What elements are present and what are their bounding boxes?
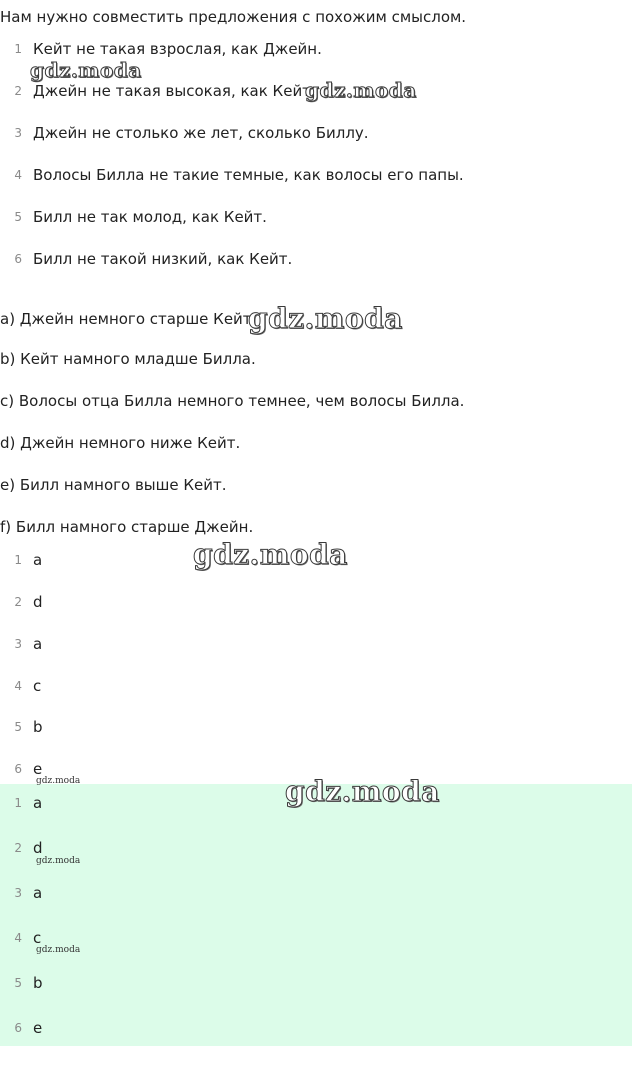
item-number: 1: [14, 42, 22, 56]
option-a: a) Джейн немного старше Кейт.: [0, 310, 257, 328]
list-item: [0, 792, 42, 814]
item-text: Билл не такой низкий, как Кейт.: [33, 250, 293, 268]
item-text: a: [33, 884, 43, 902]
item-number: 6: [14, 1021, 22, 1035]
watermark-small: gdz.moda: [36, 776, 81, 786]
item-text: d: [33, 839, 43, 857]
item-text: b: [33, 718, 43, 736]
item-number: 2: [14, 595, 22, 609]
answer-highlight-box: [0, 784, 632, 1046]
list-item: [0, 716, 43, 738]
item-text: c: [33, 929, 42, 947]
item-text: c: [33, 677, 42, 695]
item-number: 3: [14, 126, 22, 140]
item-number: 1: [14, 553, 22, 567]
list-item: [0, 882, 42, 904]
item-text: a: [33, 551, 43, 569]
item-number: 5: [14, 976, 22, 990]
watermark-logo: gdz.moda: [248, 302, 403, 335]
list-item: [0, 549, 42, 571]
item-number: 4: [14, 931, 22, 945]
list-item: [0, 1017, 42, 1039]
list-item: [0, 206, 267, 228]
list-item: [0, 675, 41, 697]
item-text: e: [33, 1019, 43, 1037]
watermark-small: gdz.moda: [36, 945, 81, 955]
item-number: 5: [14, 720, 22, 734]
list-item: [0, 164, 464, 186]
item-number: 3: [14, 637, 22, 651]
watermark-logo: gdz.moda: [305, 78, 417, 102]
item-text: d: [33, 593, 43, 611]
option-c: c) Волосы отца Билла немного темнее, чем волосы Билла.: [0, 392, 465, 410]
item-number: 6: [14, 762, 22, 776]
item-text: e: [33, 760, 43, 778]
watermark-logo: gdz.moda: [193, 538, 348, 571]
item-text: Джейн не такая высокая, как Кейт.: [33, 82, 316, 100]
item-number: 2: [14, 84, 22, 98]
item-number: 2: [14, 841, 22, 855]
item-number: 4: [14, 679, 22, 693]
list-item: [0, 591, 43, 613]
list-item: [0, 837, 43, 859]
item-number: 1: [14, 796, 22, 810]
watermark-logo: gdz.moda: [30, 58, 142, 82]
list-item: [0, 927, 41, 949]
item-text: b: [33, 974, 43, 992]
item-text: Кейт не такая взрослая, как Джейн.: [33, 40, 322, 58]
watermark-small: gdz.moda: [36, 856, 81, 866]
option-f: f) Билл намного старше Джейн.: [0, 518, 254, 536]
option-b: b) Кейт намного младше Билла.: [0, 350, 256, 368]
list-item: [0, 80, 316, 102]
item-number: 5: [14, 210, 22, 224]
option-d: d) Джейн немного ниже Кейт.: [0, 434, 241, 452]
watermark-logo: gdz.moda: [285, 775, 440, 808]
item-text: Джейн не столько же лет, сколько Биллу.: [33, 124, 369, 142]
option-e: e) Билл намного выше Кейт.: [0, 476, 227, 494]
item-text: Волосы Билла не такие темные, как волосы его папы.: [33, 166, 464, 184]
item-number: 6: [14, 252, 22, 266]
item-text: Билл не так молод, как Кейт.: [33, 208, 267, 226]
list-item: [0, 633, 42, 655]
item-text: a: [33, 794, 43, 812]
task-intro: Нам нужно совместить предложения с похожим смыслом.: [0, 8, 467, 26]
item-number: 3: [14, 886, 22, 900]
item-text: a: [33, 635, 43, 653]
list-item: [0, 248, 292, 270]
list-item: [0, 972, 43, 994]
item-number: 4: [14, 168, 22, 182]
list-item: [0, 758, 42, 780]
list-item: [0, 122, 369, 144]
list-item: [0, 38, 322, 60]
